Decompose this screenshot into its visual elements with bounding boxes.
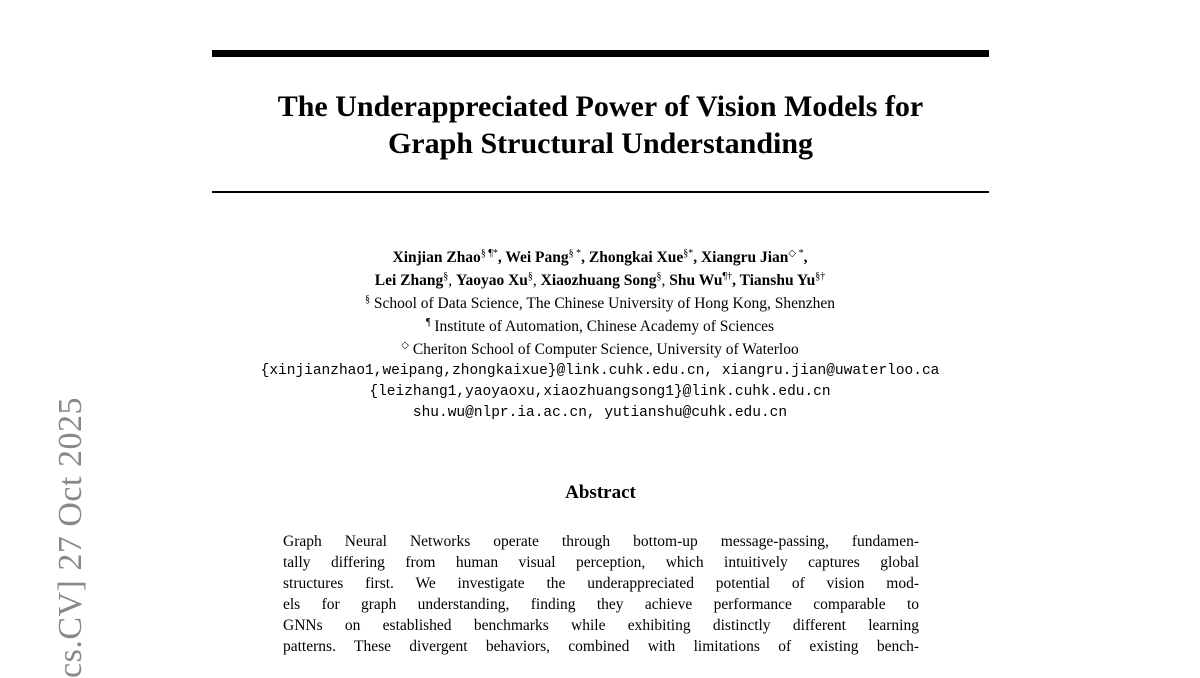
email-line-2: {leizhang1,yaoyaoxu,xiaozhuangsong1}@link.cuhk.edu.cn — [369, 384, 831, 400]
affiliation-2 — [150, 315, 1050, 338]
author-name: Zhongkai Xue — [588, 249, 684, 266]
author-affil-mark: ◇ * — [788, 248, 804, 259]
author-name: Yaoyao Xu — [455, 272, 528, 289]
author-affil-mark: § — [527, 271, 533, 282]
author-name: Xiangru Jian — [700, 249, 789, 266]
author-affil-mark: § ¶* — [480, 248, 498, 259]
author-affil-mark: §† — [815, 271, 826, 282]
author-affil-mark: §* — [683, 248, 694, 259]
author-affil-mark: § — [443, 271, 449, 282]
author-affil-mark: § — [656, 271, 662, 282]
affiliation-mark: ¶ — [425, 317, 431, 328]
author-name: Xiaozhuang Song — [540, 272, 657, 289]
author-block — [150, 246, 1050, 424]
abstract-heading: Abstract — [565, 482, 636, 503]
affiliation-mark: ◇ — [401, 340, 409, 351]
author-name: Xinjian Zhao — [392, 249, 481, 266]
affiliation-mark: § — [364, 294, 370, 305]
title-top-rule — [212, 50, 989, 57]
title-bottom-rule — [212, 191, 989, 193]
abstract-body — [283, 531, 919, 657]
affiliation-1 — [150, 292, 1050, 315]
author-name: Shu Wu — [669, 272, 723, 289]
author-name: Lei Zhang — [374, 272, 444, 289]
affiliation-text: Institute of Automation, Chinese Academy of Sciences — [434, 318, 775, 335]
affiliation-text: School of Data Science, The Chinese University of Hong Kong, Shenzhen — [373, 295, 836, 312]
author-line-1: Xinjian Zhao§ ¶*, Wei Pang§ *, Zhongkai Xue§*, Xiangru Jian◇ *, — [392, 248, 808, 266]
author-affil-mark: § * — [568, 248, 582, 259]
abstract-line: Graph Neural Networks operate through bottom-up message-passing, fundamen- — [283, 533, 919, 550]
abstract-line: els for graph understanding, finding they achieve performance comparable to — [283, 596, 919, 613]
paper-title — [212, 88, 989, 162]
email-line-3: shu.wu@nlpr.ia.ac.cn, yutianshu@cuhk.edu.cn — [412, 405, 788, 421]
author-affil-mark: ¶† — [722, 271, 733, 282]
arxiv-identifier: cs.CV] 27 Oct 2025 — [52, 397, 89, 678]
abstract-line: patterns. These divergent behaviors, combined with limitations of existing bench- — [283, 638, 919, 655]
affiliation-text: Cheriton School of Computer Science, University of Waterloo — [412, 341, 799, 358]
title-line-1: The Underappreciated Power of Vision Models for — [277, 90, 924, 123]
email-line-1: {xinjianzhao1,weipang,zhongkaixue}@link.cuhk.edu.cn, xiangru.jian@uwaterloo.ca — [260, 363, 940, 379]
author-name: Wei Pang — [505, 249, 569, 266]
abstract-line: structures first. We investigate the underappreciated potential of vision mod- — [283, 575, 919, 592]
affiliation-3 — [150, 338, 1050, 361]
author-name: Tianshu Yu — [739, 272, 816, 289]
title-line-2: Graph Structural Understanding — [387, 127, 814, 160]
author-line-2: Lei Zhang§, Yaoyao Xu§, Xiaozhuang Song§, Shu Wu¶†, Tianshu Yu§† — [374, 271, 826, 289]
abstract-line: tally differing from human visual perception, which intuitively captures global — [283, 554, 919, 571]
abstract-line: GNNs on established benchmarks while exhibiting distinctly different learning — [283, 617, 919, 634]
